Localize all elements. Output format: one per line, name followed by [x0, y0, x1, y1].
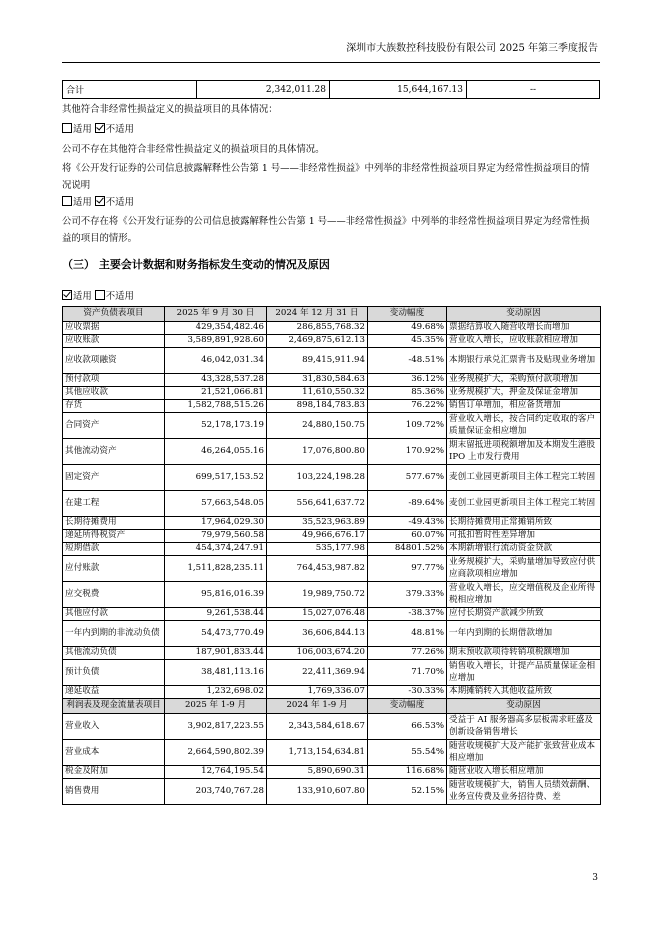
item-name-cell: 销售费用 — [63, 779, 165, 805]
reason-cell: 随营收规模扩大及产能扩张致营业成本相应增加 — [447, 740, 601, 766]
table-row — [63, 387, 601, 400]
table-row — [63, 779, 601, 805]
item-name-cell: 其他流动资产 — [63, 439, 165, 465]
current-value-cell: 46,264,055.16 — [165, 439, 267, 465]
section-title: （三） 主要会计数据和财务指标发生变动的情况及原因 — [62, 258, 330, 271]
table-row — [63, 400, 601, 413]
item-name-cell: 合同资产 — [63, 413, 165, 439]
checkbox-checked-icon[interactable] — [62, 290, 72, 300]
reason-cell: 业务规模扩大，押金及保证金增加 — [447, 387, 601, 400]
item-name-cell: 长期待摊费用 — [63, 517, 165, 530]
item-name-cell: 在建工程 — [63, 491, 165, 517]
current-value-cell: 3,589,891,928.60 — [165, 335, 267, 348]
change-rate-cell: 55.54% — [368, 740, 447, 766]
table-row — [63, 439, 601, 465]
current-value-cell: 21,521,066.81 — [165, 387, 267, 400]
item-name-cell: 预付款项 — [63, 374, 165, 387]
table-row — [63, 335, 601, 348]
header-divider — [62, 62, 600, 63]
prior-value-cell: 5,890,690.31 — [267, 766, 368, 779]
table-row — [63, 647, 601, 660]
change-rate-cell: 36.12% — [368, 374, 447, 387]
prior-value-cell: 89,415,911.94 — [267, 348, 368, 374]
current-value-cell: 2,664,590,802.39 — [165, 740, 267, 766]
change-rate-cell: 170.92% — [368, 439, 447, 465]
current-value-cell: 54,473,770.49 — [165, 621, 267, 647]
table-header-cell: 资产负债表项目 — [63, 307, 165, 322]
current-value-cell: 46,042,031.34 — [165, 348, 267, 374]
reason-cell: 麦创工业园更新项目主体工程完工转固 — [447, 465, 601, 491]
item-name-cell: 应付账款 — [63, 556, 165, 582]
prior-value-cell: 898,184,783.83 — [267, 400, 368, 413]
item-name-cell: 一年内到期的非流动负债 — [63, 621, 165, 647]
table-row — [63, 530, 601, 543]
item-name-cell: 应收票据 — [63, 322, 165, 335]
reason-cell: 本期新增银行流动资金贷款 — [447, 543, 601, 556]
reason-cell: 营业收入增长，应收账款相应增加 — [447, 335, 601, 348]
item-name-cell: 其他应收款 — [63, 387, 165, 400]
table-row — [63, 322, 601, 335]
current-value-cell: 43,328,537.28 — [165, 374, 267, 387]
reason-cell: 期末预收款项待转销项税额增加 — [447, 647, 601, 660]
table-header-cell: 利润表及现金流量表项目 — [63, 699, 165, 714]
item-name-cell: 预计负债 — [63, 660, 165, 686]
income-header-row — [63, 699, 601, 714]
prior-value-cell: 31,830,584.63 — [267, 374, 368, 387]
reason-cell: 期末留抵进项税额增加及本期发生港股 IPO 上市发行费用 — [447, 439, 601, 465]
reason-cell: 随营收规模扩大，销售人员绩效薪酬、业务宣传费及业务招待费、差 — [447, 779, 601, 805]
current-value-cell: 3,902,817,223.55 — [165, 714, 267, 740]
change-rate-cell: 84801.52% — [368, 543, 447, 556]
table-row — [63, 608, 601, 621]
prior-value-cell: 24,880,150.75 — [267, 413, 368, 439]
change-rate-cell: 48.81% — [368, 621, 447, 647]
current-value-cell: 1,232,698.02 — [165, 686, 267, 699]
table-row — [63, 766, 601, 779]
prior-value-cell: 764,453,987.82 — [267, 556, 368, 582]
option-label-not-applicable: 不适用 — [105, 291, 134, 302]
total-value-2: 15,644,167.13 — [330, 81, 467, 99]
item-name-cell: 应收款项融资 — [63, 348, 165, 374]
table-row — [63, 543, 601, 556]
total-value-1: 2,342,011.28 — [197, 81, 330, 99]
balance-header-row — [63, 307, 601, 322]
item-name-cell: 营业成本 — [63, 740, 165, 766]
reason-cell: 麦创工业园更新项目主体工程完工转固 — [447, 491, 601, 517]
page-number: 3 — [592, 873, 598, 883]
change-rate-cell: 109.72% — [368, 413, 447, 439]
current-value-cell: 1,511,828,235.11 — [165, 556, 267, 582]
table-row — [63, 582, 601, 608]
change-rate-cell: 116.68% — [368, 766, 447, 779]
item-name-cell: 营业收入 — [63, 714, 165, 740]
option-label-applicable: 适用 — [73, 197, 92, 208]
table-row — [63, 465, 601, 491]
prior-value-cell: 286,855,768.32 — [267, 322, 368, 335]
paragraph-4: 公司不存在将《公开发行证券的公司信息披露解释性公告第 1 号——非经常性损益》中列举的非经常性损益项目界定为经常性损益的项目的情形。 — [62, 216, 590, 244]
table-row — [63, 686, 601, 699]
change-rate-cell: 45.35% — [368, 335, 447, 348]
prior-value-cell: 49,966,676.17 — [267, 530, 368, 543]
reason-cell: 应付长期资产款减少所致 — [447, 608, 601, 621]
item-name-cell: 短期借款 — [63, 543, 165, 556]
reason-cell: 销售收入增长，计提产品质量保证金相应增加 — [447, 660, 601, 686]
prior-value-cell: 535,177.98 — [267, 543, 368, 556]
current-value-cell: 38,481,113.16 — [165, 660, 267, 686]
table-header-cell: 变动原因 — [447, 699, 601, 714]
reason-cell: 受益于 AI 服务器高多层板需求旺盛及创新设备销售增长 — [447, 714, 601, 740]
reason-cell: 本期银行承兑汇票背书及贴现业务增加 — [447, 348, 601, 374]
reason-cell: 长期待摊费用正常摊销所致 — [447, 517, 601, 530]
change-rate-cell: 77.26% — [368, 647, 447, 660]
table-row — [63, 348, 601, 374]
financial-change-table — [62, 306, 601, 805]
current-value-cell: 9,261,538.44 — [165, 608, 267, 621]
reason-cell: 一年内到期的长期借款增加 — [447, 621, 601, 647]
option-row-2 — [62, 194, 598, 211]
prior-value-cell: 36,606,844.13 — [267, 621, 368, 647]
option-label-applicable: 适用 — [73, 291, 92, 302]
current-value-cell: 52,178,173.19 — [165, 413, 267, 439]
table-row — [63, 517, 601, 530]
checkbox-unchecked-icon[interactable] — [62, 123, 72, 133]
current-value-cell: 699,517,153.52 — [165, 465, 267, 491]
reason-cell: 业务规模扩大，采购量增加导致应付供应商款项相应增加 — [447, 556, 601, 582]
prior-value-cell: 556,641,637.72 — [267, 491, 368, 517]
item-name-cell: 存货 — [63, 400, 165, 413]
change-rate-cell: -38.37% — [368, 608, 447, 621]
table-row — [63, 491, 601, 517]
prior-value-cell: 19,989,750.72 — [267, 582, 368, 608]
current-value-cell: 79,979,560.58 — [165, 530, 267, 543]
current-value-cell: 17,964,029.30 — [165, 517, 267, 530]
change-rate-cell: -89.64% — [368, 491, 447, 517]
item-name-cell: 其他流动负债 — [63, 647, 165, 660]
table-row — [63, 413, 601, 439]
paragraph-3: 将《公开发行证券的公司信息披露解释性公告第 1 号——非经常性损益》中列举的非经常性损益项目界定为经常性损益项目的情况说明 — [62, 163, 590, 191]
change-rate-cell: 85.36% — [368, 387, 447, 400]
current-value-cell: 1,582,788,515.26 — [165, 400, 267, 413]
table-row — [63, 374, 601, 387]
reason-cell: 本期摊销转入其他收益所致 — [447, 686, 601, 699]
table-header-cell: 变动原因 — [447, 307, 601, 322]
change-rate-cell: 49.68% — [368, 322, 447, 335]
change-rate-cell: -30.33% — [368, 686, 447, 699]
current-value-cell: 12,764,195.54 — [165, 766, 267, 779]
reason-cell: 可抵扣暂时性差异增加 — [447, 530, 601, 543]
prior-value-cell: 15,027,076.48 — [267, 608, 368, 621]
prior-value-cell: 2,343,584,618.67 — [267, 714, 368, 740]
reason-cell: 营业收入增长，应交增值税及企业所得税相应增加 — [447, 582, 601, 608]
prior-value-cell: 1,769,336.07 — [267, 686, 368, 699]
section-option-row — [62, 288, 134, 302]
total-table — [62, 80, 600, 99]
option-row-1 — [62, 121, 598, 138]
table-header-cell: 2024 年 1-9 月 — [267, 699, 368, 714]
prior-value-cell: 133,910,607.80 — [267, 779, 368, 805]
change-rate-cell: 60.07% — [368, 530, 447, 543]
change-rate-cell: 577.67% — [368, 465, 447, 491]
change-rate-cell: -49.43% — [368, 517, 447, 530]
prior-value-cell: 2,469,875,612.13 — [267, 335, 368, 348]
prior-value-cell: 1,713,154,634.81 — [267, 740, 368, 766]
item-name-cell: 其他应付款 — [63, 608, 165, 621]
table-header-cell: 变动幅度 — [368, 307, 447, 322]
current-value-cell: 203,740,767.28 — [165, 779, 267, 805]
total-row — [63, 81, 600, 99]
total-value-3: -- — [467, 81, 600, 99]
prior-value-cell: 17,076,800.80 — [267, 439, 368, 465]
table-header-cell: 2025 年 1-9 月 — [165, 699, 267, 714]
option-label-not-applicable: 不适用 — [105, 124, 134, 135]
paragraph-2: 公司不存在其他符合非经常性损益定义的损益项目的具体情况。 — [62, 144, 325, 155]
current-value-cell: 454,374,247.91 — [165, 543, 267, 556]
item-name-cell: 固定资产 — [63, 465, 165, 491]
item-name-cell: 递延所得税资产 — [63, 530, 165, 543]
prior-value-cell: 11,610,550.32 — [267, 387, 368, 400]
table-row — [63, 660, 601, 686]
current-value-cell: 57,663,548.05 — [165, 491, 267, 517]
paragraph-1: 其他符合非经常性损益定义的损益项目的具体情况： — [62, 104, 278, 115]
change-rate-cell: 76.22% — [368, 400, 447, 413]
table-header-cell: 2024 年 12 月 31 日 — [267, 307, 368, 322]
change-rate-cell: 66.53% — [368, 714, 447, 740]
change-rate-cell: 52.15% — [368, 779, 447, 805]
table-row — [63, 740, 601, 766]
current-value-cell: 187,901,833.44 — [165, 647, 267, 660]
total-label: 合计 — [63, 81, 197, 99]
prior-value-cell: 35,523,963.89 — [267, 517, 368, 530]
checkbox-unchecked-icon[interactable] — [62, 196, 72, 206]
table-row — [63, 621, 601, 647]
reason-cell: 业务规模扩大，采购预付款项增加 — [447, 374, 601, 387]
table-row — [63, 714, 601, 740]
reason-cell: 销售订单增加，相应备货增加 — [447, 400, 601, 413]
change-rate-cell: -48.51% — [368, 348, 447, 374]
prior-value-cell: 103,224,198.28 — [267, 465, 368, 491]
table-header-cell: 2025 年 9 月 30 日 — [165, 307, 267, 322]
checkbox-unchecked-icon[interactable] — [95, 290, 105, 300]
item-name-cell: 递延收益 — [63, 686, 165, 699]
table-row — [63, 556, 601, 582]
reason-cell: 随营业收入增长相应增加 — [447, 766, 601, 779]
option-label-applicable: 适用 — [73, 124, 92, 135]
change-rate-cell: 379.33% — [368, 582, 447, 608]
checkbox-checked-icon[interactable] — [95, 196, 105, 206]
change-rate-cell: 97.77% — [368, 556, 447, 582]
change-rate-cell: 71.70% — [368, 660, 447, 686]
prior-value-cell: 22,411,369.94 — [267, 660, 368, 686]
reason-cell: 票据结算收入随营收增长而增加 — [447, 322, 601, 335]
current-value-cell: 95,816,016.39 — [165, 582, 267, 608]
report-header-title: 深圳市大族数控科技股份有限公司 2025 年第三季度报告 — [346, 43, 598, 54]
item-name-cell: 应收账款 — [63, 335, 165, 348]
item-name-cell: 税金及附加 — [63, 766, 165, 779]
option-label-not-applicable: 不适用 — [105, 197, 134, 208]
item-name-cell: 应交税费 — [63, 582, 165, 608]
current-value-cell: 429,354,482.46 — [165, 322, 267, 335]
checkbox-checked-icon[interactable] — [95, 123, 105, 133]
table-header-cell: 变动幅度 — [368, 699, 447, 714]
reason-cell: 营业收入增长，按合同约定收取的客户质量保证金相应增加 — [447, 413, 601, 439]
prior-value-cell: 106,003,674.20 — [267, 647, 368, 660]
